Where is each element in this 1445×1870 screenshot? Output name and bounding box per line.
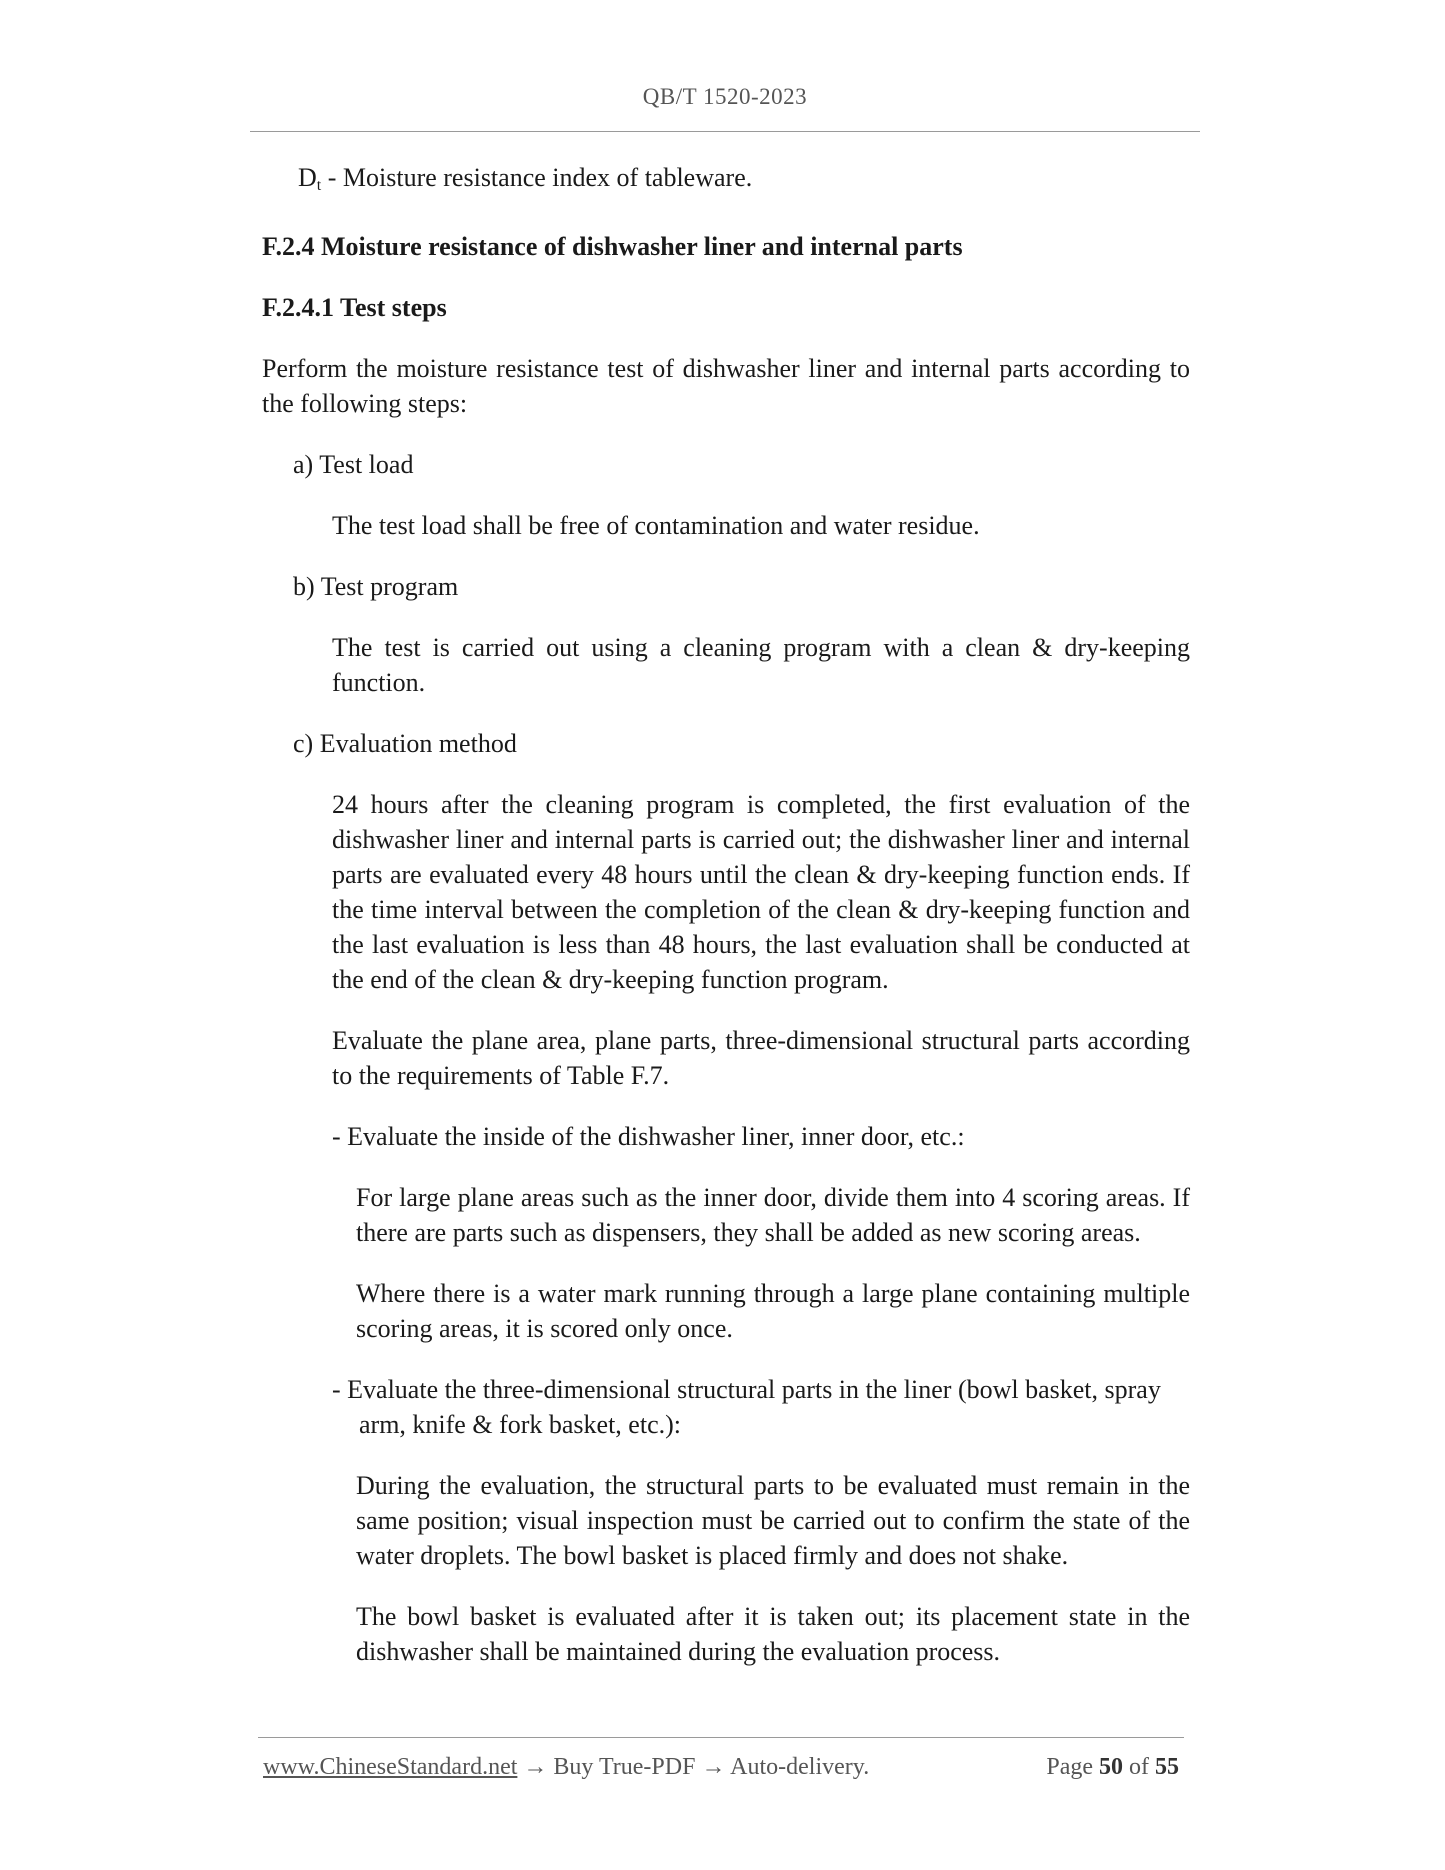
definition-symbol: D — [298, 163, 317, 192]
page-total: 55 — [1155, 1754, 1179, 1780]
section-heading-f241: F.2.4.1 Test steps — [262, 293, 447, 322]
footer-divider — [258, 1737, 1184, 1738]
item-b-text: The test is carried out using a cleaning program with a clean & dry-keeping function. — [332, 633, 1190, 697]
footer-promo — [263, 1754, 869, 1781]
page-body — [262, 160, 1190, 1695]
definition-symbol-subscript: t — [316, 177, 322, 194]
dash-item-structural-parts-line-2: arm, knife & fork basket, etc.): — [359, 1410, 681, 1439]
dash-item-structural-parts-paragraph-2: The bowl basket is evaluated after it is taken out; its placement state in the dishwasher shall be maintained during the evaluation process. — [356, 1602, 1190, 1666]
chinesestandard-link[interactable]: www.ChineseStandard.net — [263, 1754, 518, 1780]
page-label: Page — [1046, 1754, 1099, 1780]
dash-item-inner-door-paragraph-2: Where there is a water mark running through a large plane containing multiple scoring areas, it is scored only once. — [356, 1279, 1190, 1343]
item-a-text: The test load shall be free of contamination and water residue. — [332, 511, 980, 540]
page-number: 50 — [1099, 1754, 1123, 1780]
arrow-icon: → — [701, 1754, 726, 1780]
item-a-label: a) Test load — [293, 450, 414, 479]
header-divider — [250, 131, 1200, 132]
of-label: of — [1123, 1754, 1155, 1780]
dash-item-structural-parts — [262, 1372, 1190, 1442]
dash-item-inner-door: - Evaluate the inside of the dishwasher liner, inner door, etc.: — [332, 1122, 965, 1151]
footer-buy-text: Buy True-PDF — [547, 1754, 702, 1780]
definition-dt — [262, 160, 1190, 203]
dash-item-inner-door-paragraph-1: For large plane areas such as the inner door, divide them into 4 scoring areas. If there are parts such as dispensers, they shall be added as new scoring areas. — [356, 1183, 1190, 1247]
footer-delivery-text: Auto-delivery. — [725, 1754, 870, 1780]
item-c-label: c) Evaluation method — [293, 729, 517, 758]
section-heading-f24: F.2.4 Moisture resistance of dishwasher liner and internal parts — [262, 232, 963, 261]
page-header-title: QB/T 1520-2023 — [642, 84, 808, 109]
dash-item-structural-parts-line-1: - Evaluate the three-dimensional structural parts in the liner (bowl basket, spray — [332, 1375, 1161, 1404]
intro-paragraph: Perform the moisture resistance test of dishwasher liner and internal parts according to the following steps: — [262, 354, 1190, 418]
item-c-paragraph-1: 24 hours after the cleaning program is completed, the first evaluation of the dishwasher liner and internal parts is carried out; the dishwasher liner and internal parts are evaluated every 48 hours until the clean & dry-keeping function ends. If the time interval between the completion of the clean & dry-keeping function and the last evaluation is less than 48 hours, the last evaluation shall be conducted at the end of the clean & dry-keeping function program. — [332, 790, 1190, 994]
arrow-icon: → — [523, 1754, 548, 1780]
item-c-paragraph-2: Evaluate the plane area, plane parts, three-dimensional structural parts according to the requirements of Table F.7. — [332, 1026, 1190, 1090]
definition-text: - Moisture resistance index of tableware. — [321, 163, 753, 192]
dash-item-structural-parts-paragraph-1: During the evaluation, the structural parts to be evaluated must remain in the same position; visual inspection must be carried out to confirm the state of the water droplets. The bowl basket is placed firmly and does not shake. — [356, 1471, 1190, 1570]
item-b-label: b) Test program — [293, 572, 459, 601]
page-counter — [1046, 1754, 1179, 1781]
